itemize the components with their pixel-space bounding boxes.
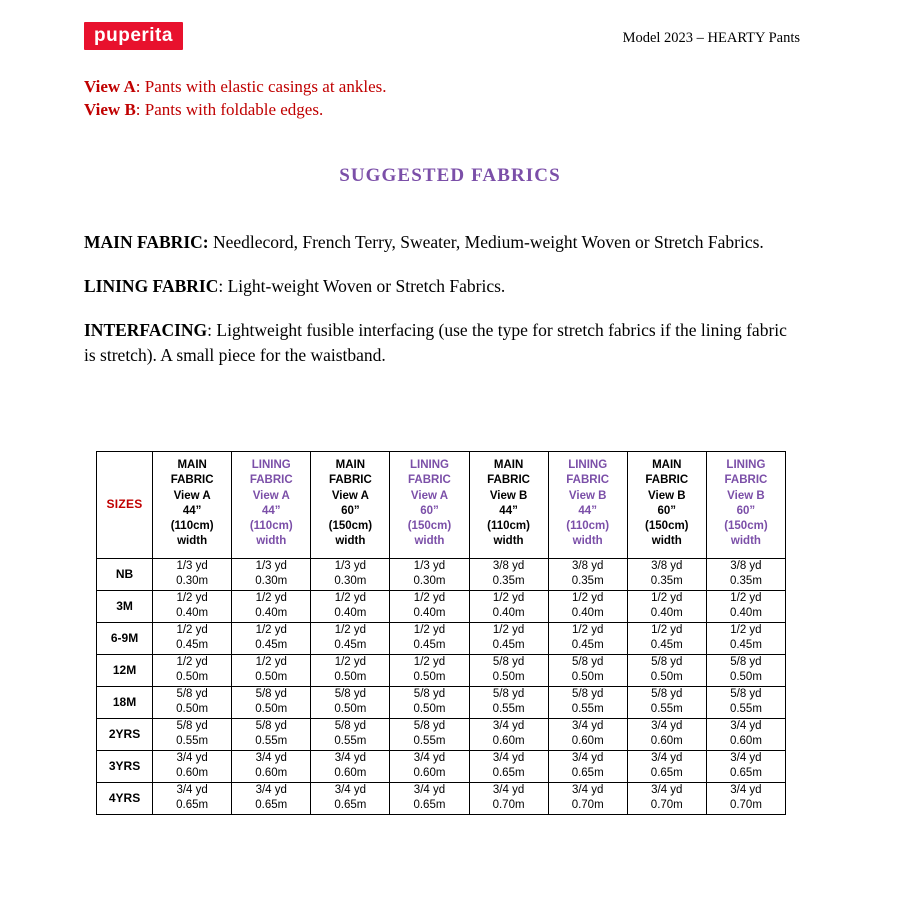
cell-2-2 [311,622,390,654]
cell-yd: 1/3 yd [413,559,446,572]
col0-width-word: width [177,535,208,548]
cell-6-5 [548,750,627,782]
cell-yd: 1/2 yd [255,591,287,604]
cell-6-6 [627,750,706,782]
cell-m: 0.30m [176,575,209,588]
model-label: Model 2023 – HEARTY Pants [622,30,800,46]
col4-width-cm: (110cm) [487,520,530,533]
cell-5-4 [469,718,548,750]
col5-view: View B [568,489,607,502]
cell-yd: 3/4 yd [255,751,287,764]
col1-view: View A [252,489,290,502]
cell-m: 0.60m [729,735,762,748]
cell-2-4 [469,622,548,654]
cell-yd: 1/2 yd [651,623,683,636]
col0-fabric-line2: FABRIC [170,474,214,487]
cell-yd: 1/2 yd [730,623,762,636]
cell-5-6 [627,718,706,750]
cell-m: 0.70m [729,799,762,812]
cell-4-1 [232,686,311,718]
cell-m: 0.45m [176,639,209,652]
col1-width-in: 44” [261,504,281,517]
cell-7-0 [153,782,232,814]
row-size-label: 18M [97,686,153,718]
col2-width-cm: (150cm) [328,520,373,533]
cell-4-2 [311,686,390,718]
cell-4-4 [469,686,548,718]
table-header-row [97,452,786,559]
cell-m: 0.55m [650,703,683,716]
cell-m: 0.55m [334,735,367,748]
cell-m: 0.30m [334,575,367,588]
column-header-5 [548,452,627,559]
column-header-4 [469,452,548,559]
cell-m: 0.40m [492,607,525,620]
cell-m: 0.45m [255,639,288,652]
cell-m: 0.50m [255,671,288,684]
cell-m: 0.35m [571,575,604,588]
cell-yd: 3/4 yd [651,783,683,796]
cell-yd: 1/2 yd [651,591,683,604]
cell-3-6 [627,654,706,686]
main-fabric-paragraph [84,230,796,255]
cell-3-7 [706,654,785,686]
cell-yd: 3/4 yd [176,751,208,764]
col7-fabric-line1: LINING [726,459,766,471]
cell-yd: 1/2 yd [176,623,208,636]
cell-1-7 [706,590,785,622]
cell-0-7 [706,558,785,590]
cell-yd: 1/2 yd [255,623,287,636]
cell-yd: 5/8 yd [651,655,683,668]
cell-m: 0.40m [729,607,762,620]
table-row [97,718,786,750]
col6-fabric-line1: MAIN [652,459,682,471]
cell-yd: 5/8 yd [572,687,604,700]
table-row [97,686,786,718]
cell-1-6 [627,590,706,622]
cell-4-6 [627,686,706,718]
col5-width-cm: (110cm) [566,520,610,533]
col3-width-in: 60” [420,504,439,517]
column-header-2 [311,452,390,559]
col1-fabric-line1: LINING [251,459,291,471]
cell-5-5 [548,718,627,750]
col2-fabric-line2: FABRIC [328,474,372,487]
row-size-label: 3YRS [97,750,153,782]
col4-width-in: 44” [499,504,518,517]
cell-m: 0.55m [492,703,525,716]
cell-yd: 3/4 yd [492,719,525,732]
col4-fabric-line2: FABRIC [487,474,530,487]
cell-yd: 5/8 yd [176,719,208,732]
cell-m: 0.40m [334,607,367,620]
cell-m: 0.40m [176,607,209,620]
table-body [97,558,786,814]
cell-0-4 [469,558,548,590]
cell-yd: 5/8 yd [334,687,367,700]
cell-yd: 1/2 yd [572,623,604,636]
cell-m: 0.65m [176,799,209,812]
cell-yd: 3/4 yd [730,783,762,796]
cell-m: 0.40m [650,607,683,620]
cell-yd: 1/2 yd [492,591,525,604]
col5-width-in: 44” [578,504,597,517]
lining-fabric-paragraph [84,274,796,299]
cell-yd: 3/4 yd [572,783,604,796]
cell-yd: 5/8 yd [255,719,287,732]
cell-yd: 3/8 yd [492,559,525,572]
cell-m: 0.50m [571,671,604,684]
cell-2-0 [153,622,232,654]
interfacing-label: INTERFACING [84,319,208,340]
cell-m: 0.65m [413,799,446,812]
cell-m: 0.70m [650,799,683,812]
cell-yd: 1/2 yd [413,591,446,604]
cell-yd: 3/4 yd [492,751,525,764]
view-b-text: : Pants with foldable edges. [135,99,324,119]
cell-m: 0.60m [650,735,683,748]
cell-yd: 3/4 yd [651,751,683,764]
main-fabric-label: MAIN FABRIC: [84,232,209,252]
cell-m: 0.60m [334,767,367,780]
lining-fabric-label: LINING FABRIC [84,275,219,296]
cell-m: 0.50m [492,671,525,684]
col0-fabric-line1: MAIN [177,459,207,471]
fabric-descriptions [84,230,796,367]
cell-4-5 [548,686,627,718]
col0-view: View A [173,489,211,502]
cell-7-2 [311,782,390,814]
col4-width-word: width [493,535,524,548]
cell-yd: 1/2 yd [255,655,287,668]
cell-0-3 [390,558,469,590]
cell-4-7 [706,686,785,718]
cell-yd: 3/4 yd [651,719,683,732]
cell-yd: 5/8 yd [492,655,525,668]
cell-2-1 [232,622,311,654]
cell-yd: 3/4 yd [572,719,604,732]
column-header-3 [390,452,469,559]
cell-m: 0.50m [334,671,367,684]
cell-7-5 [548,782,627,814]
cell-yd: 3/4 yd [176,783,208,796]
cell-1-1 [232,590,311,622]
cell-yd: 3/4 yd [413,783,446,796]
column-header-sizes: SIZES [97,452,153,559]
cell-yd: 1/2 yd [730,591,762,604]
cell-7-4 [469,782,548,814]
cell-m: 0.65m [729,767,762,780]
cell-m: 0.35m [492,575,525,588]
table-row [97,558,786,590]
col3-width-word: width [414,535,445,548]
cell-7-1 [232,782,311,814]
cell-yd: 1/2 yd [176,655,208,668]
cell-yd: 1/2 yd [176,591,208,604]
col4-view: View B [489,489,528,502]
col2-fabric-line1: MAIN [335,459,366,471]
cell-m: 0.50m [413,671,446,684]
row-size-label: 4YRS [97,782,153,814]
cell-m: 0.30m [255,575,288,588]
cell-m: 0.55m [255,735,288,748]
col0-width-in: 44” [182,504,202,517]
column-header-1 [232,452,311,559]
cell-m: 0.55m [176,735,209,748]
cell-yd: 1/2 yd [413,623,446,636]
cell-m: 0.40m [571,607,604,620]
cell-yd: 3/8 yd [572,559,604,572]
cell-yd: 3/4 yd [730,751,762,764]
view-descriptions [84,76,386,122]
cell-m: 0.65m [255,799,288,812]
cell-m: 0.45m [571,639,604,652]
cell-2-3 [390,622,469,654]
cell-6-2 [311,750,390,782]
cell-m: 0.65m [571,767,604,780]
cell-yd: 1/2 yd [413,655,446,668]
cell-3-3 [390,654,469,686]
lining-fabric-text: : Light-weight Woven or Stretch Fabrics. [218,275,506,296]
cell-3-5 [548,654,627,686]
cell-yd: 3/4 yd [334,751,367,764]
col3-fabric-line1: LINING [409,459,449,471]
table-row [97,590,786,622]
cell-m: 0.55m [571,703,604,716]
document-header [84,22,800,58]
col6-width-in: 60” [657,504,677,517]
col4-fabric-line1: MAIN [493,459,524,471]
row-size-label: NB [97,558,153,590]
cell-yd: 1/2 yd [492,623,525,636]
col7-view: View B [727,489,765,502]
cell-yd: 3/4 yd [413,751,446,764]
view-a-key: View A [84,77,136,96]
cell-m: 0.45m [729,639,762,652]
cell-2-5 [548,622,627,654]
cell-yd: 1/2 yd [334,623,367,636]
cell-m: 0.65m [492,767,525,780]
fabric-requirements-table [96,451,786,815]
column-header-0 [153,452,232,559]
main-fabric-text: Needlecord, French Terry, Sweater, Medium-weight Woven or Stretch Fabrics. [208,232,764,252]
col7-fabric-line2: FABRIC [724,474,768,487]
row-size-label: 12M [97,654,153,686]
cell-yd: 3/4 yd [255,783,287,796]
row-size-label: 2YRS [97,718,153,750]
cell-yd: 1/2 yd [572,591,604,604]
cell-m: 0.45m [492,639,525,652]
cell-m: 0.40m [413,607,446,620]
table-row [97,654,786,686]
table-row [97,782,786,814]
cell-m: 0.45m [334,639,367,652]
cell-yd: 1/2 yd [334,655,367,668]
col2-width-word: width [335,535,366,548]
cell-yd: 3/4 yd [730,719,762,732]
col3-width-cm: (150cm) [407,520,452,533]
column-header-6 [627,452,706,559]
cell-2-7 [706,622,785,654]
cell-6-0 [153,750,232,782]
cell-6-1 [232,750,311,782]
col0-width-cm: (110cm) [170,520,214,533]
cell-m: 0.60m [176,767,209,780]
row-size-label: 6-9M [97,622,153,654]
table-row [97,750,786,782]
col7-width-word: width [730,535,761,548]
col5-width-word: width [572,535,603,548]
interfacing-text: : Lightweight fusible interfacing (use the type for stretch fabrics if the lining fabric is stretch). A small piece for the waistband. [84,319,787,365]
cell-5-2 [311,718,390,750]
brand-logo: puperita [84,22,183,50]
cell-yd: 5/8 yd [255,687,287,700]
col1-fabric-line2: FABRIC [249,474,293,487]
cell-0-0 [153,558,232,590]
cell-yd: 1/3 yd [334,559,367,572]
cell-yd: 3/8 yd [651,559,683,572]
cell-6-4 [469,750,548,782]
cell-yd: 5/8 yd [176,687,208,700]
cell-m: 0.45m [650,639,683,652]
interfacing-paragraph [84,318,796,368]
cell-m: 0.55m [413,735,446,748]
table-header [97,452,786,559]
cell-m: 0.55m [729,703,762,716]
row-size-label: 3M [97,590,153,622]
cell-m: 0.60m [255,767,288,780]
cell-m: 0.65m [650,767,683,780]
cell-1-3 [390,590,469,622]
cell-0-1 [232,558,311,590]
view-line [84,99,386,122]
cell-1-2 [311,590,390,622]
cell-m: 0.50m [413,703,446,716]
col6-view: View B [648,489,686,502]
cell-3-1 [232,654,311,686]
cell-m: 0.45m [413,639,446,652]
cell-yd: 5/8 yd [492,687,525,700]
col1-width-word: width [256,535,287,548]
cell-0-5 [548,558,627,590]
col3-view: View A [410,489,448,502]
col1-width-cm: (110cm) [249,520,293,533]
cell-5-0 [153,718,232,750]
cell-m: 0.50m [650,671,683,684]
cell-5-3 [390,718,469,750]
section-title: SUGGESTED FABRICS [339,165,561,186]
cell-yd: 5/8 yd [572,655,604,668]
col2-width-in: 60” [341,504,360,517]
cell-m: 0.50m [176,671,209,684]
view-b-key: View B [84,99,136,119]
cell-m: 0.50m [334,703,367,716]
cell-m: 0.35m [729,575,762,588]
cell-m: 0.35m [650,575,683,588]
cell-yd: 5/8 yd [334,719,367,732]
view-a-text: : Pants with elastic casings at ankles. [135,77,387,96]
cell-0-2 [311,558,390,590]
table-row [97,622,786,654]
cell-m: 0.40m [255,607,288,620]
col6-width-cm: (150cm) [645,520,689,533]
cell-2-6 [627,622,706,654]
cell-yd: 5/8 yd [730,687,762,700]
cell-3-4 [469,654,548,686]
col3-fabric-line2: FABRIC [408,474,451,487]
col6-fabric-line2: FABRIC [645,474,689,487]
cell-7-6 [627,782,706,814]
col5-fabric-line2: FABRIC [566,474,610,487]
col2-view: View A [331,489,369,502]
cell-1-5 [548,590,627,622]
cell-m: 0.70m [571,799,604,812]
cell-3-0 [153,654,232,686]
cell-yd: 3/4 yd [334,783,367,796]
cell-yd: 3/4 yd [572,751,604,764]
cell-7-7 [706,782,785,814]
cell-m: 0.50m [176,703,209,716]
view-line [84,76,386,99]
cell-yd: 3/4 yd [492,783,525,796]
column-header-7 [706,452,785,559]
cell-1-0 [153,590,232,622]
cell-m: 0.65m [334,799,367,812]
cell-0-6 [627,558,706,590]
col6-width-word: width [651,535,682,548]
cell-yd: 5/8 yd [730,655,762,668]
cell-m: 0.50m [255,703,288,716]
cell-7-3 [390,782,469,814]
col7-width-cm: (150cm) [724,520,768,533]
col5-fabric-line1: LINING [568,459,608,471]
cell-m: 0.60m [571,735,604,748]
cell-3-2 [311,654,390,686]
cell-yd: 1/3 yd [176,559,208,572]
cell-m: 0.60m [492,735,525,748]
fabric-requirements-table-wrapper [96,451,786,815]
cell-yd: 5/8 yd [413,687,446,700]
cell-6-3 [390,750,469,782]
cell-yd: 1/2 yd [334,591,367,604]
cell-4-0 [153,686,232,718]
col7-width-in: 60” [736,504,756,517]
cell-yd: 1/3 yd [255,559,287,572]
cell-m: 0.60m [413,767,446,780]
cell-4-3 [390,686,469,718]
cell-5-7 [706,718,785,750]
cell-5-1 [232,718,311,750]
cell-yd: 5/8 yd [413,719,446,732]
cell-m: 0.50m [729,671,762,684]
cell-yd: 3/8 yd [730,559,762,572]
cell-m: 0.30m [413,575,446,588]
cell-m: 0.70m [492,799,525,812]
cell-yd: 5/8 yd [651,687,683,700]
cell-6-7 [706,750,785,782]
cell-1-4 [469,590,548,622]
